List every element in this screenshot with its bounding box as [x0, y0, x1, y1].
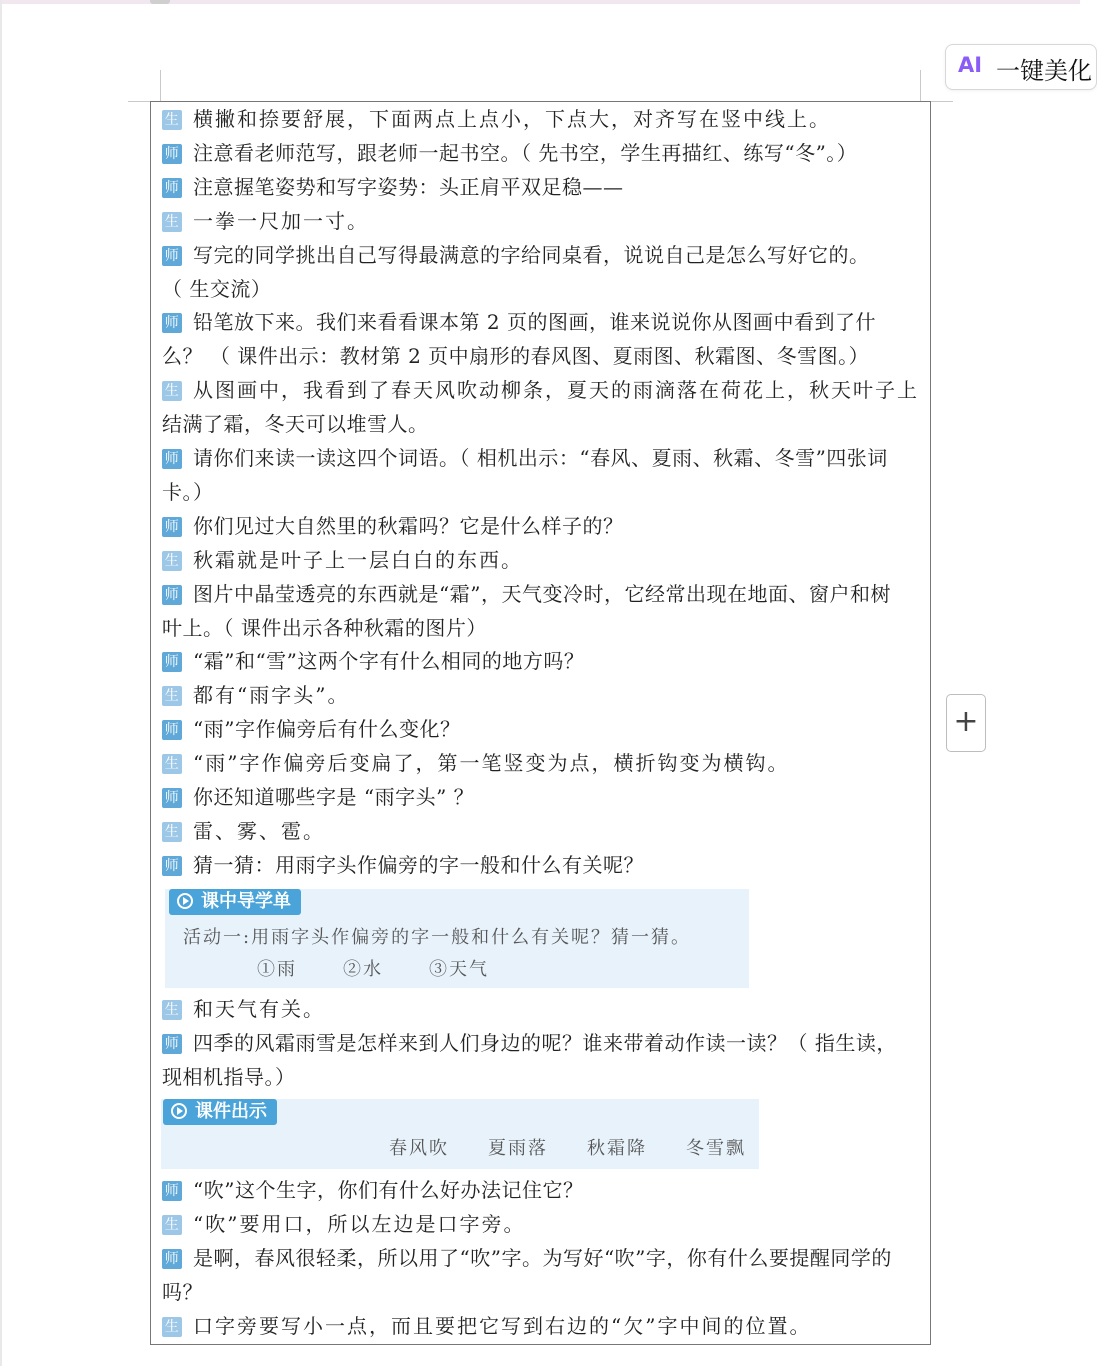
teacher-tag-icon: 师	[162, 788, 182, 808]
line-text: 铅笔放下来。我们来看看课本第 2 页的图画，谁来说说你从图画中看到了什	[193, 310, 876, 335]
line-text: 和天气有关。	[193, 997, 325, 1021]
continuation-line	[162, 1275, 203, 1309]
teacher-tag-icon: 师	[162, 246, 182, 266]
student-line	[162, 102, 831, 136]
student-tag-icon: 生	[162, 381, 182, 401]
student-line	[162, 746, 789, 780]
teacher-line	[162, 848, 644, 882]
line-text: 现相机指导。）	[162, 1064, 296, 1089]
line-text: 吗？	[162, 1279, 203, 1304]
ai-beautify-button[interactable]	[945, 44, 1097, 90]
student-tag-icon: 生	[162, 110, 182, 130]
line-text: 注意握笔姿势和写字姿势：头正肩平双足稳——	[193, 174, 624, 199]
line-text: 注意看老师范写，跟老师一起书空。（ 先书空，学生再描红、练写“冬”。）	[193, 140, 858, 165]
student-line	[162, 543, 523, 577]
teacher-tag-icon: 师	[162, 144, 182, 164]
line-text: “吹”要用口，所以左边是口字旁。	[193, 1211, 526, 1236]
courseware-phrase: 夏雨落	[488, 1138, 548, 1159]
teacher-tag-icon: 师	[162, 1181, 182, 1201]
line-text: 是啊，春风很轻柔，所以用了“吹”字。为写好“吹”字，你有什么要提醒同学的	[193, 1245, 892, 1270]
student-line	[162, 204, 369, 238]
line-text: 四季的风霜雨雪是怎样来到人们身边的呢？谁来带着动作读一读？（ 指生读，	[193, 1030, 897, 1055]
play-circle-icon	[177, 893, 193, 909]
line-text: 写完的同学挑出自己写得最满意的字给同桌看，说说自己是怎么写好它的。	[193, 242, 870, 267]
guide-sheet-title: 课中导学单	[169, 889, 301, 915]
student-tag-icon: 生	[162, 686, 182, 706]
student-line	[162, 1309, 811, 1343]
courseware-phrase: 秋霜降	[587, 1138, 647, 1159]
student-tag-icon: 生	[162, 1000, 182, 1020]
teacher-line	[162, 136, 857, 170]
top-strip	[0, 0, 1080, 4]
student-tag-icon: 生	[162, 212, 182, 232]
scroll-tab[interactable]	[150, 0, 170, 4]
teacher-line	[162, 712, 460, 746]
line-text: 请你们来读一读这四个词语。（ 相机出示：“春风、夏雨、秋霜、冬雪”四张词	[193, 446, 888, 470]
continuation-line	[162, 611, 487, 645]
teacher-tag-icon: 师	[162, 585, 182, 605]
guide-sheet-option: ②水	[343, 959, 383, 980]
line-text: 结满了霜，冬天可以堆雪人。	[162, 412, 429, 437]
line-text: 雷、雾、雹。	[193, 818, 325, 843]
margin-guide	[920, 70, 921, 101]
student-tag-icon: 生	[162, 1317, 182, 1337]
line-text: 卡。）	[162, 479, 214, 504]
margin-guide	[160, 70, 161, 101]
guide-sheet-option: ③天气	[429, 959, 489, 980]
teacher-line	[162, 441, 888, 475]
line-text: 一拳一尺加一寸。	[193, 208, 369, 233]
student-line	[162, 678, 349, 712]
teacher-line	[162, 238, 870, 272]
continuation-line	[162, 339, 869, 373]
teacher-tag-icon: 师	[162, 856, 182, 876]
continuation-line	[162, 407, 429, 441]
teacher-line	[162, 305, 876, 339]
continuation-line	[162, 272, 271, 306]
ai-icon: AI	[958, 53, 983, 77]
teacher-line	[162, 577, 891, 611]
teacher-tag-icon: 师	[162, 178, 182, 198]
line-text: 猜一猜：用雨字头作偏旁的字一般和什么有关呢？	[193, 852, 644, 877]
student-tag-icon: 生	[162, 822, 182, 842]
student-tag-icon: 生	[162, 754, 182, 774]
add-block-button[interactable]: +	[946, 694, 986, 752]
teacher-tag-icon: 师	[162, 720, 182, 740]
student-tag-icon: 生	[162, 551, 182, 571]
left-edge	[0, 0, 2, 1366]
guide-sheet-activity: 活动一:用雨字头作偏旁的字一般和什么有关呢？猜一猜。	[183, 927, 692, 948]
teacher-tag-icon: 师	[162, 313, 182, 333]
line-text: 叶上。（ 课件出示各种秋霜的图片）	[162, 615, 487, 640]
continuation-line	[162, 475, 214, 509]
student-line	[162, 1207, 525, 1241]
student-line	[162, 373, 919, 407]
teacher-line	[162, 170, 624, 204]
line-text: （ 生交流）	[162, 276, 272, 301]
teacher-tag-icon: 师	[162, 449, 182, 469]
student-line	[162, 992, 325, 1026]
ai-beautify-label: 一键美化	[996, 57, 1092, 85]
line-text: 你还知道哪些字是 “雨字头” ？	[193, 785, 475, 809]
line-text: 么？ （ 课件出示：教材第 2 页中扇形的春风图、夏雨图、秋霜图、冬雪图。）	[162, 344, 870, 369]
line-text: “雨”字作偏旁后变扁了，第一笔竖变为点，横折钩变为横钩。	[193, 751, 790, 776]
student-line	[162, 814, 325, 848]
margin-guide	[931, 101, 953, 102]
line-text: 秋霜就是叶子上一层白白的东西。	[193, 547, 523, 572]
courseware-phrase: 春风吹	[389, 1138, 449, 1159]
teacher-line	[162, 1241, 892, 1275]
line-text: 都有“雨字头”。	[193, 683, 350, 708]
line-text: “雨”字作偏旁后有什么变化？	[193, 717, 461, 742]
margin-guide	[128, 101, 150, 102]
line-text: 你们见过大自然里的秋霜吗？它是什么样子的？	[193, 513, 624, 538]
line-text: 横撇和捺要舒展，下面两点上点小，下点大，对齐写在竖中线上。	[193, 107, 831, 131]
play-circle-icon	[171, 1103, 187, 1119]
line-text: “霜”和“雪”这两个字有什么相同的地方吗？	[193, 649, 585, 674]
teacher-line	[162, 1026, 897, 1060]
courseware-phrase: 冬雪飘	[686, 1138, 746, 1159]
teacher-tag-icon: 师	[162, 652, 182, 672]
courseware-title: 课件出示	[163, 1099, 277, 1125]
line-text: 图片中晶莹透亮的东西就是“霜”，天气变冷时，它经常出现在地面、窗户和树	[193, 581, 891, 606]
line-text: 口字旁要写小一点，而且要把它写到右边的“欠”字中间的位置。	[193, 1313, 812, 1338]
teacher-line	[162, 644, 584, 678]
teacher-tag-icon: 师	[162, 1249, 182, 1269]
teacher-tag-icon: 师	[162, 1034, 182, 1054]
line-text: “吹”这个生字，你们有什么好办法记住它？	[193, 1178, 584, 1202]
teacher-line	[162, 509, 624, 543]
teacher-tag-icon: 师	[162, 517, 182, 537]
student-tag-icon: 生	[162, 1215, 182, 1235]
guide-sheet-box	[165, 889, 749, 988]
guide-sheet-option: ①雨	[257, 959, 297, 980]
line-text: 从图画中，我看到了春天风吹动柳条，夏天的雨滴落在荷花上，秋天叶子上	[193, 378, 919, 403]
courseware-box	[161, 1099, 759, 1169]
teacher-line	[162, 1173, 583, 1207]
lesson-content	[150, 101, 931, 1345]
continuation-line	[162, 1060, 296, 1094]
teacher-line	[162, 780, 474, 814]
